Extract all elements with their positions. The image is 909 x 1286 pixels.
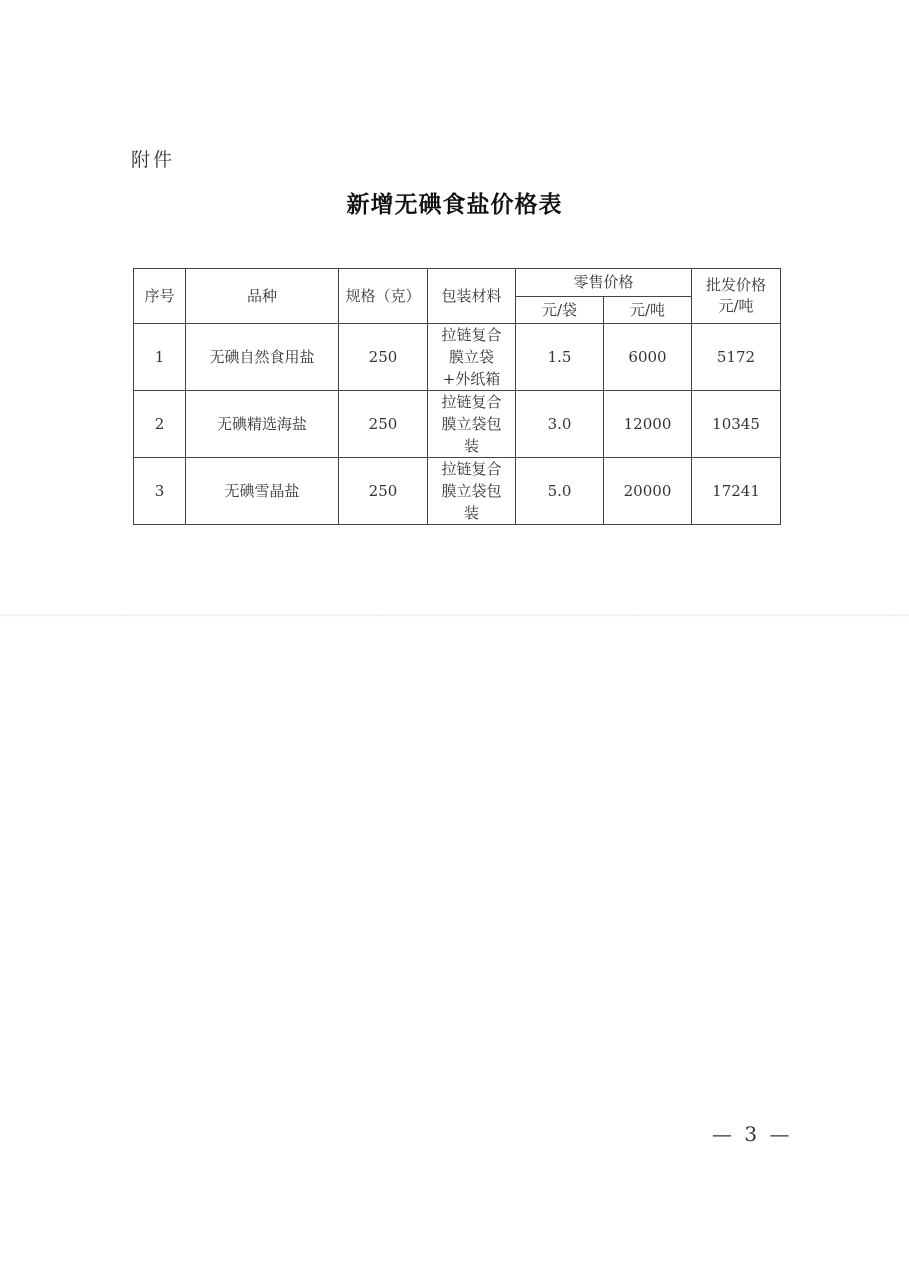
- table-row: [134, 458, 781, 525]
- cell-packaging: [428, 391, 516, 458]
- cell-seq: 2: [134, 391, 186, 458]
- header-wholesale: [692, 269, 781, 324]
- document-title: 新增无碘食盐价格表: [346, 191, 563, 218]
- header-wholesale-unit: 元/吨: [718, 297, 754, 315]
- cell-retail-per-ton: 6000: [604, 324, 692, 391]
- header-retail-per-ton: 元/吨: [604, 297, 692, 324]
- header-packaging: 包装材料: [428, 269, 516, 324]
- price-table: [133, 268, 781, 525]
- cell-spec: 250: [339, 391, 428, 458]
- cell-spec: 250: [339, 458, 428, 525]
- table-header-row: [134, 269, 781, 297]
- cell-variety: 无碘精选海盐: [186, 391, 339, 458]
- cell-wholesale-per-ton: 5172: [692, 324, 781, 391]
- header-retail-per-bag: 元/袋: [516, 297, 604, 324]
- table-row: [134, 391, 781, 458]
- header-variety: 品种: [186, 269, 339, 324]
- page-number: — 3 —: [712, 1122, 793, 1146]
- cell-seq: 3: [134, 458, 186, 525]
- header-retail-price: 零售价格: [516, 269, 692, 297]
- packaging-text: 拉链复合膜立袋+外纸箱: [441, 326, 502, 388]
- cell-retail-per-bag: 1.5: [516, 324, 604, 391]
- cell-spec: 250: [339, 324, 428, 391]
- header-wholesale-price: 批发价格: [706, 276, 767, 294]
- header-spec: 规格（克）: [339, 269, 428, 324]
- cell-retail-per-ton: 12000: [604, 391, 692, 458]
- cell-packaging: [428, 324, 516, 391]
- cell-variety: 无碘自然食用盐: [186, 324, 339, 391]
- cell-wholesale-per-ton: 17241: [692, 458, 781, 525]
- cell-retail-per-bag: 3.0: [516, 391, 604, 458]
- attachment-label: 附件: [131, 149, 176, 171]
- packaging-text: 拉链复合膜立袋包装: [441, 460, 502, 522]
- cell-retail-per-bag: 5.0: [516, 458, 604, 525]
- cell-packaging: [428, 458, 516, 525]
- page-fold-line: [0, 614, 909, 617]
- cell-wholesale-per-ton: 10345: [692, 391, 781, 458]
- cell-retail-per-ton: 20000: [604, 458, 692, 525]
- cell-seq: 1: [134, 324, 186, 391]
- header-seq: 序号: [134, 269, 186, 324]
- table-row: [134, 324, 781, 391]
- cell-variety: 无碘雪晶盐: [186, 458, 339, 525]
- packaging-text: 拉链复合膜立袋包装: [441, 393, 502, 455]
